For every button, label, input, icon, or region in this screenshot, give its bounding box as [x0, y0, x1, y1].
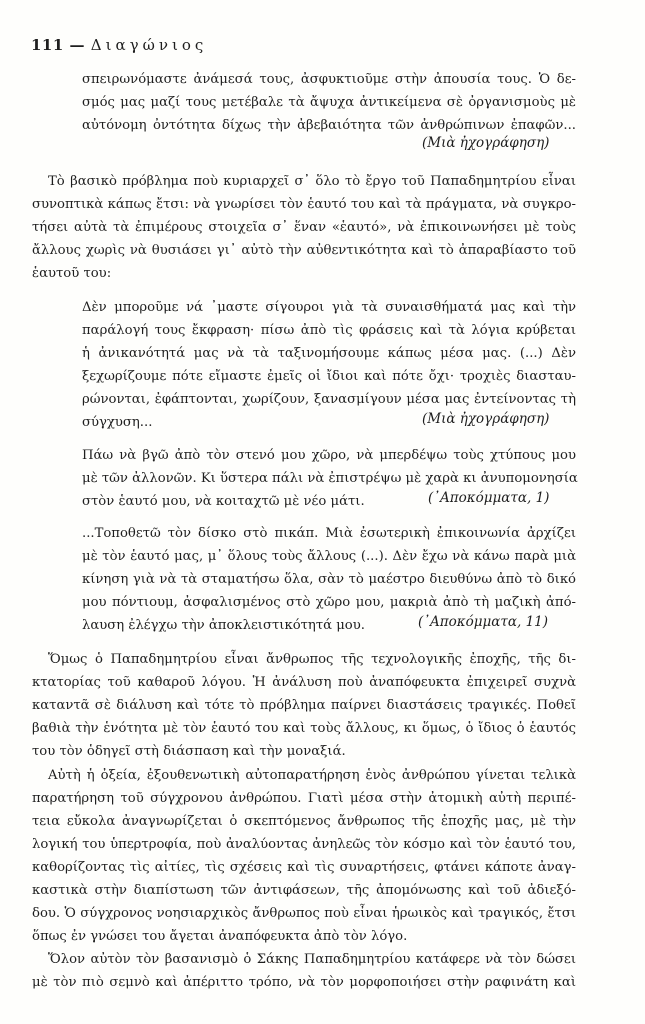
- quote-source: (Μιὰ ἠχογράφηση): [422, 135, 550, 151]
- text-line: δου. Ὁ σύγχρονος νοησιαρχικὸς ἄνθρωπος ποὺ εἶναι ἡρωικὸς καὶ τραγικός, ἔτσι: [32, 906, 576, 921]
- text-line: Αὐτὴ ἡ ὀξεία, ἐξουθενωτικὴ αὐτοπαρατήρηση ἑνὸς ἀνθρώπου γίνεται τελικὰ: [48, 768, 576, 783]
- text-line: ἡ ἀνικανότητά μας νὰ τὰ ταξινομήσουμε κάπως μέσα μας. (...) Δὲν: [82, 346, 576, 361]
- text-line: Πάω νὰ βγῶ ἀπὸ τὸν στενό μου χῶρο, νὰ μπερδέψω τοὺς χτύπους μου: [82, 448, 576, 463]
- text-line: σμός μας μαζί τους μετέβαλε τὰ ἄψυχα ἀντικείμενα σὲ ὀργανισμοὺς μὲ: [82, 95, 576, 110]
- text-line: καταντᾶ σὲ διάλυση καὶ τότε τὸ πρόβλημα παίρνει διαστάσεις τραγικές. Ποθεῖ: [32, 698, 576, 713]
- text-line: λαυση ἐλέγχω τὴν ἀποκλειστικότητά μου.: [82, 618, 365, 633]
- text-line: Ὅμως ὁ Παπαδημητρίου εἶναι ἄνθρωπος τῆς τεχνολογικῆς ἐποχῆς, τῆς δι-: [48, 652, 576, 667]
- text-line: ἑαυτοῦ του:: [32, 266, 112, 281]
- text-line: Τὸ βασικὸ πρόβλημα ποὺ κυριαρχεῖ σ᾽ ὅλο τὸ ἔργο τοῦ Παπαδημητρίου εἶναι: [48, 174, 576, 189]
- text-line: ἄλλους χωρὶς νὰ θυσιάσει γι᾽ αὐτὸ τὴν αὐθεντικότητα καὶ τὸ ἀπαραβίαστο τοῦ: [32, 243, 576, 258]
- text-line: μὲ τὸν πιὸ σεμνὸ καὶ ἀπέριττο τρόπο, νὰ τὸν μορφοποιήσει στὴν ραφινάτη καὶ: [32, 975, 576, 990]
- text-line: κίνηση γιὰ νὰ τὰ σταματήσω ὅλα, σὰν τὸ μαέστρο διευθύνω ἀπὸ τὸ δικό: [82, 572, 576, 587]
- text-line: τεια εὔκολα ἀναγνωρίζεται ὁ σκεπτόμενος ἄνθρωπος τῆς ἐποχῆς μας, μὲ τὴν: [32, 814, 576, 829]
- text-line: του τὸν ὁδηγεῖ στὴ διάσπαση καὶ τὴν μοναξιά.: [32, 744, 346, 759]
- journal-title: Διαγώνιος: [90, 36, 208, 54]
- text-line: ὅπως ἐν γνώσει του ἄγεται ἀναπόφευκτα ἀπὸ τὸν λόγο.: [32, 929, 408, 944]
- text-line: στὸν ἑαυτό μου, νὰ κοιταχτῶ μὲ νέο μάτι.: [82, 494, 365, 509]
- quote-source: (᾽Αποκόμματα, 1): [428, 490, 550, 506]
- text-line: συνοπτικὰ κάπως ἔτσι: νὰ γνωρίσει τὸν ἑαυτό του καὶ τὰ πράγματα, νὰ συγκρο-: [32, 197, 576, 212]
- header-dash: —: [69, 36, 86, 54]
- text-line: μὲ τὸν ἑαυτό μας, μ᾽ ὅλους τοὺς ἄλλους (...). Δὲν ἔχω νὰ κάνω παρὰ μιὰ: [82, 549, 576, 564]
- text-line: μὲ τῶν ἀλλονῶν. Κι ὕστερα πάλι νὰ ἐπιστρέψω μὲ χαρὰ κι ἀνυπομονησία: [82, 471, 578, 486]
- text-line: παράλογή τους ἔκφραση· πίσω ἀπὸ τὶς φράσεις καὶ τὰ λόγια κρύβεται: [82, 323, 576, 338]
- text-line: καστικὰ στὴν διαπίστωση τῶν ἀντιφάσεων, τῆς ἀπομόνωσης καὶ τοῦ ἀδιεξό-: [32, 883, 576, 898]
- text-line: αὐτόνομη ὀντότητα δίχως τὴν ἀβεβαιότητα τῶν ἀνθρώπινων ἐπαφῶν...: [82, 118, 576, 133]
- text-line: σπειρωνόμαστε ἀνάμεσά τους, ἀσφυκτιοῦμε στὴν ἀπουσία τους. Ὁ δε-: [82, 72, 576, 87]
- text-line: τήσει αὐτὰ τὰ ἐπιμέρους στοιχεῖα σ᾽ ἕναν «ἑαυτό», νὰ ἐπικοινωνήσει μὲ τοὺς: [32, 220, 576, 235]
- text-line: ρώνονται, ἐφάπτονται, χωρίζουν, ξανασμίγουν μέσα μας ἐντείνοντας τὴ: [82, 392, 576, 407]
- quote-source: (Μιὰ ἠχογράφηση): [422, 411, 550, 427]
- text-line: Ὅλον αὐτὸν τὸν βασανισμὸ ὁ Σάκης Παπαδημητρίου κατάφερε νὰ τὸν δώσει: [48, 952, 576, 967]
- page-number: 111: [31, 36, 64, 54]
- text-line: κτατορίας τοῦ καθαροῦ λόγου. Ἡ ἀνάλυση ποὺ ἀναπόφευκτα ἐπιχειρεῖ συχνὰ: [32, 675, 576, 690]
- running-header: [31, 36, 207, 54]
- text-line: Δὲν μποροῦμε νά ᾽μαστε σίγουροι γιὰ τὰ συναισθήματά μας καὶ τὴν: [82, 300, 576, 315]
- text-line: ...Τοποθετῶ τὸν δίσκο στὸ πικάπ. Μιὰ ἐσωτερικὴ ἐπικοινωνία ἀρχίζει: [82, 526, 576, 541]
- text-line: σύγχυση...: [82, 415, 153, 430]
- text-line: λογική του ὑπερτροφία, ποὺ ἀναλύοντας ἀνηλεῶς τὸν κόσμο καὶ τὸν ἑαυτό του,: [32, 837, 576, 852]
- text-line: βαθιὰ τὴν ἑνότητα μὲ τὸν ἑαυτό του καὶ τοὺς ἄλλους, κι ὅμως, ὁ ἴδιος ὁ ἑαυτός: [32, 721, 576, 736]
- quote-source: (᾽Αποκόμματα, 11): [418, 614, 549, 630]
- text-line: παρατήρηση τοῦ σύγχρονου ἀνθρώπου. Γιατὶ μέσα στὴν ἀτομικὴ αὐτὴ περιπέ-: [32, 791, 576, 806]
- text-line: μου πόντιουμ, ἀσφαλισμένος στὸ χῶρο μου, μακριὰ ἀπὸ τὴ μαζικὴ ἀπό-: [82, 595, 576, 610]
- text-line: ξεχωρίζουμε πότε εἴμαστε ἐμεῖς οἱ ἴδιοι καὶ πότε ὄχι· τροχιὲς διασταυ-: [82, 369, 576, 384]
- text-line: καθορίζοντας τὶς αἰτίες, τὶς σχέσεις καὶ τὶς συναρτήσεις, φτάνει κάποτε ἀναγ-: [32, 860, 576, 875]
